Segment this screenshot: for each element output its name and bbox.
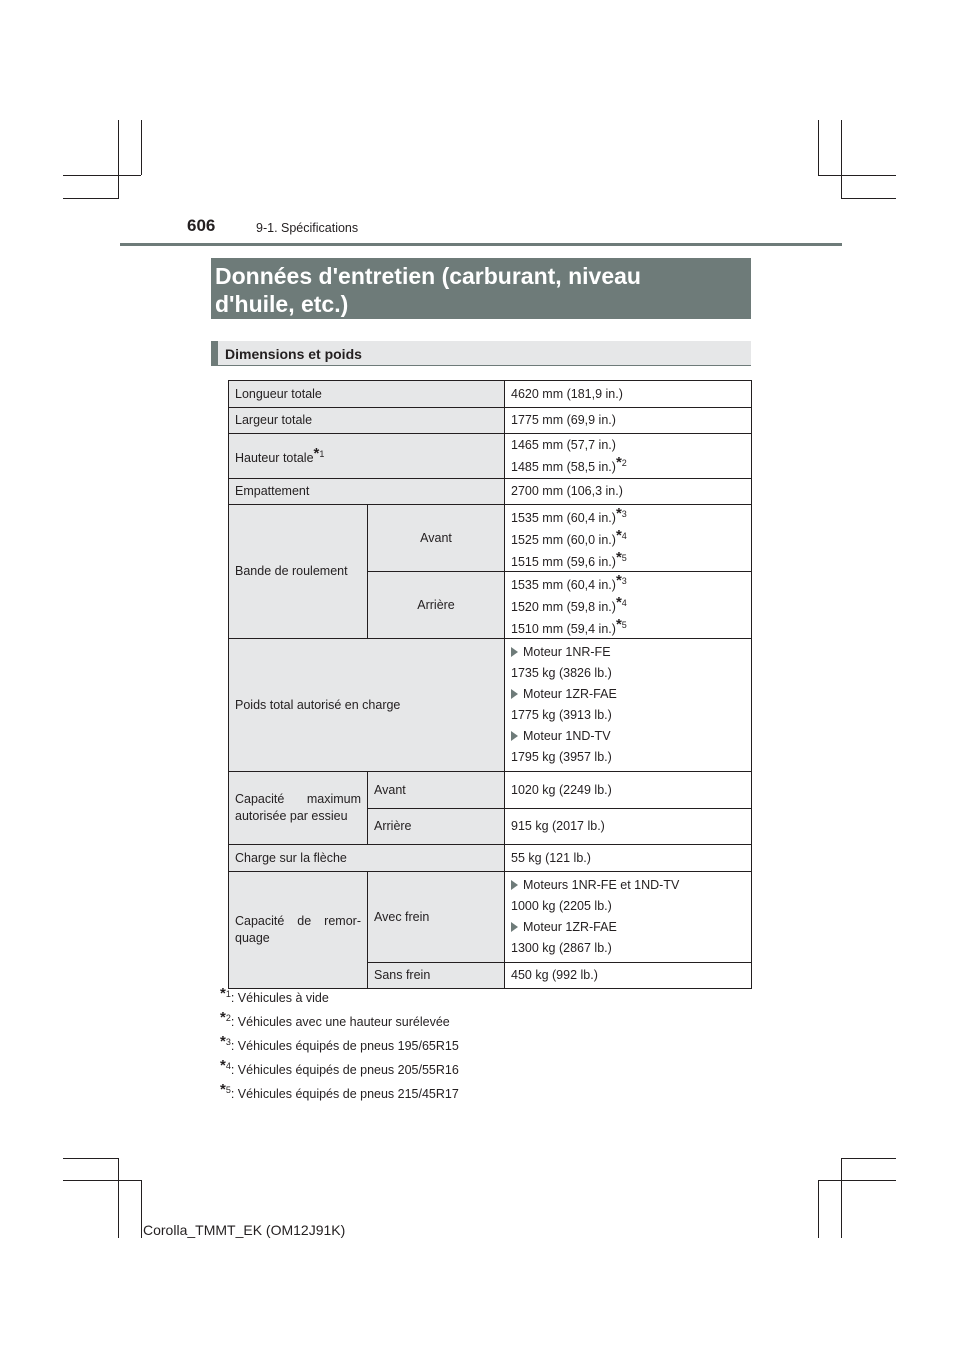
footnote-asterisk: * [615,594,622,611]
bande-avant-value: 1525 mm (60,0 in.) [511,533,616,547]
table-cell-value: 915 kg (2017 lb.) [505,809,752,845]
table-cell-label [229,872,368,989]
table-row [229,505,752,572]
footnote-text: : Véhicules avec une hauteur surélevée [230,1015,450,1030]
crop-mark [63,1158,119,1159]
table-cell-value: 4620 mm (181,9 in.) [505,381,752,408]
list-item [511,917,745,938]
footnote-asterisk: * [220,985,226,1003]
list-item [511,594,745,616]
triangle-bullet-icon [511,647,518,657]
footnote-ref: 4 [621,597,627,608]
table-row [229,845,752,872]
footnote-ref: 2 [621,457,627,468]
crop-mark [141,120,142,175]
engine-label: Moteur 1NR-FE [523,645,611,659]
crop-mark [818,1180,819,1238]
crop-mark [841,120,842,198]
crop-mark [118,120,119,198]
crop-mark [818,120,819,175]
triangle-bullet-icon [511,922,518,932]
footnote-asterisk: * [615,527,622,544]
table-cell-sublabel: Avant [368,772,505,809]
footnote [220,1006,459,1030]
footer-document-id: Corolla_TMMT_EK (OM12J91K) [143,1222,346,1238]
engine-label: Moteur 1ZR-FAE [523,687,617,701]
list-item [511,726,745,747]
table-cell-value: 1020 kg (2249 lb.) [505,772,752,809]
table-cell-value [505,434,752,479]
weight-value: 1735 kg (3826 lb.) [511,666,612,680]
footnote-number: 5 [225,1085,231,1095]
subheading-bar [211,341,218,365]
table-row [229,479,752,505]
table-cell-sublabel: Avant [368,505,505,572]
essieu-label-line-1: Capacité maximum [235,792,361,806]
table-cell-sublabel: Sans frein [368,963,505,989]
footnote-asterisk: * [220,1081,226,1099]
table-cell-sublabel: Avec frein [368,872,505,963]
footnote [220,982,459,1006]
footnote-asterisk: * [615,572,622,589]
footnote-ref: 3 [621,508,627,519]
table-cell-label: Empattement [229,479,505,505]
triangle-bullet-icon [511,880,518,890]
remorquage-label-line-1: Capacité de remor- [235,914,361,928]
footnote-ref: 5 [621,619,627,630]
crop-mark [818,1180,896,1181]
footnote [220,1054,459,1078]
footnote-asterisk: * [615,453,622,471]
table-cell-label: Largeur totale [229,408,505,434]
footnote-number: 2 [225,1013,231,1023]
hauteur-value-1: 1465 mm (57,7 in.) [511,437,616,452]
table-cell-value: 2700 mm (106,3 in.) [505,479,752,505]
crop-mark [141,1180,142,1238]
table-cell-value: 1775 mm (69,9 in.) [505,408,752,434]
hauteur-label: Hauteur totale [235,451,314,465]
bande-avant-value: 1515 mm (59,6 in.) [511,555,616,569]
hauteur-value-2: 1485 mm (58,5 in.) [511,459,616,474]
table-row [229,639,752,772]
footnote-ref: 5 [621,552,627,563]
table-cell-label: Longueur totale [229,381,505,408]
footnote-ref: 3 [621,575,627,586]
table-cell-label [229,772,368,845]
footnote-text: : Véhicules à vide [230,991,329,1006]
footnote-text: : Véhicules équipés de pneus 195/65R15 [230,1039,459,1054]
list-item [511,616,745,638]
footnote-number: 1 [225,989,231,999]
footnote [220,1078,459,1102]
list-item [511,684,745,705]
essieu-label-line-2: autorisée par essieu [235,809,348,823]
footnote-text: : Véhicules équipés de pneus 205/55R16 [230,1063,459,1078]
bande-arriere-value: 1535 mm (60,4 in.) [511,578,616,592]
crop-mark [841,1158,842,1238]
list-item [511,505,745,527]
page-title [211,258,751,319]
header-divider [120,243,842,246]
footnote-asterisk: * [313,445,320,462]
subheading [211,341,751,366]
footnote-asterisk: * [220,1033,226,1051]
weight-value: 1000 kg (2205 lb.) [511,899,612,913]
table-cell-label: Charge sur la flèche [229,845,505,872]
table-row [229,434,752,479]
table-cell-value: 55 kg (121 lb.) [505,845,752,872]
table-cell-label: Poids total autorisé en charge [229,639,505,772]
hauteur-value-2-line [511,454,745,476]
table-cell-value [505,572,752,639]
weight-value: 1775 kg (3913 lb.) [511,708,612,722]
footnote-number: 4 [225,1061,231,1071]
table-row [229,381,752,408]
footnote-asterisk: * [615,616,622,633]
crop-mark [818,175,896,176]
footnote-number: 3 [225,1037,231,1047]
footnote-asterisk: * [220,1057,226,1075]
list-item [511,642,745,663]
footnote [220,1030,459,1054]
table-cell-sublabel: Arrière [368,572,505,639]
engine-label: Moteurs 1NR-FE et 1ND-TV [523,878,680,892]
crop-mark [63,175,141,176]
crop-mark [841,198,896,199]
bande-avant-value: 1535 mm (60,4 in.) [511,511,616,525]
footnotes [220,982,459,1102]
table-row [229,872,752,963]
table-cell-label: Bande de roulement [229,505,368,639]
spec-table [228,380,752,989]
bande-arriere-value: 1520 mm (59,8 in.) [511,600,616,614]
page-number: 606 [187,216,216,235]
footnote-ref: 1 [319,448,325,459]
list-item [511,549,745,571]
table-cell-value [505,505,752,572]
crop-mark [841,1158,896,1159]
section-label: 9-1. Spécifications [256,221,359,235]
title-line-1: Données d'entretien (carburant, niveau [215,263,641,289]
table-cell-value: 450 kg (992 lb.) [505,963,752,989]
bande-arriere-value: 1510 mm (59,4 in.) [511,622,616,636]
weight-value: 1300 kg (2867 lb.) [511,941,612,955]
subheading-text: Dimensions et poids [225,346,362,362]
weight-value: 1795 kg (3957 lb.) [511,750,612,764]
table-row [229,772,752,809]
footnote-ref: 4 [621,530,627,541]
table-row [229,408,752,434]
crop-mark [118,1158,119,1238]
list-item [511,875,745,896]
table-cell-value [505,639,752,772]
title-line-2: d'huile, etc.) [215,291,349,317]
engine-label: Moteur 1ND-TV [523,729,611,743]
table-cell-label [229,434,505,479]
footnote-text: : Véhicules équipés de pneus 215/45R17 [230,1087,459,1102]
crop-mark [63,1180,142,1181]
remorquage-label-line-2: quage [235,931,270,945]
footnote-asterisk: * [615,549,622,566]
table-cell-sublabel: Arrière [368,809,505,845]
footnote-asterisk: * [615,505,622,522]
footnote-asterisk: * [220,1009,226,1027]
triangle-bullet-icon [511,731,518,741]
triangle-bullet-icon [511,689,518,699]
engine-label: Moteur 1ZR-FAE [523,920,617,934]
list-item [511,572,745,594]
list-item [511,527,745,549]
crop-mark [63,198,119,199]
table-cell-value [505,872,752,963]
